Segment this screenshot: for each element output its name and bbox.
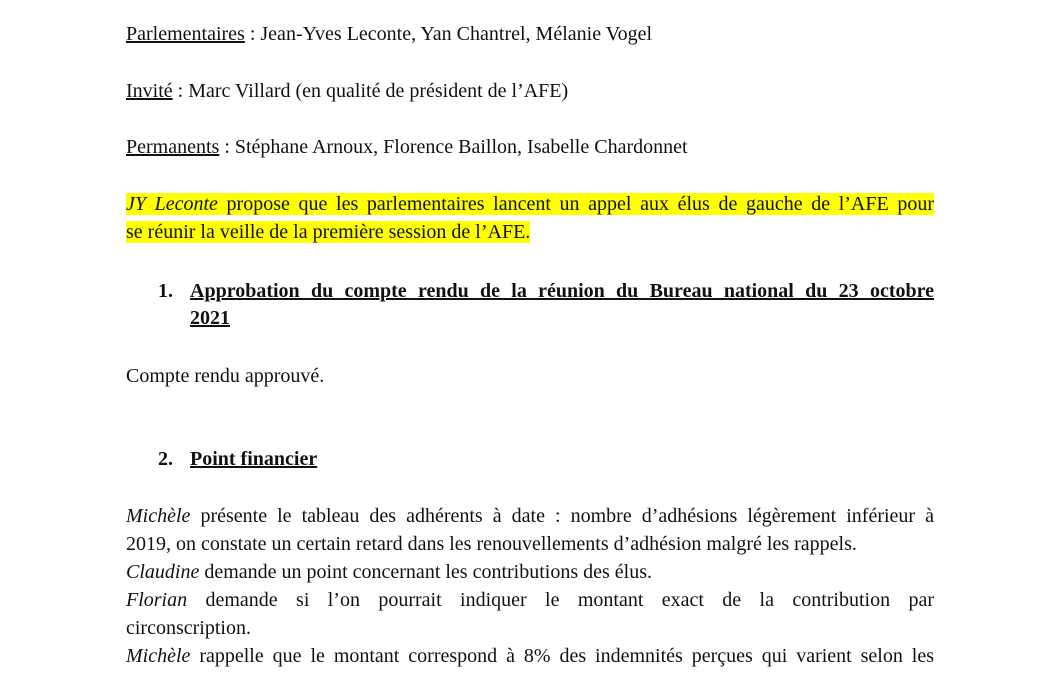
- section1-number: 1.: [158, 280, 173, 302]
- section2-p4-line-1: Michèle rappelle que le montant correspond à 8% des indemnités perçues qui varient selon les: [126, 645, 934, 667]
- section1-body: Compte rendu approuvé.: [126, 365, 325, 387]
- p2-speaker: Claudine: [126, 561, 200, 583]
- proposal-line1-text: propose que les parlementaires lancent un appel aux élus de gauche de l’AFE pour: [217, 193, 934, 215]
- proposal-line2-text: se réunir la veille de la première session de l’AFE.: [126, 221, 531, 243]
- section2-p1-line-1: Michèle présente le tableau des adhérents à date : nombre d’adhésions légèrement inférieur à: [126, 505, 934, 527]
- section2-number: 2.: [158, 448, 173, 470]
- invite-value: : Marc Villard (en qualité de président de l’AFE): [172, 80, 569, 102]
- section1-title-line-1: Approbation du compte rendu de la réunion du Bureau national du 23 octobre: [190, 280, 934, 302]
- p4-speaker: Michèle: [126, 645, 191, 667]
- section2-p3-line-2: circonscription.: [126, 617, 251, 639]
- invite-line: [126, 77, 568, 105]
- permanents-value: : Stéphane Arnoux, Florence Baillon, Isabelle Chardonnet: [219, 136, 688, 158]
- proposal-speaker: JY Leconte: [126, 193, 218, 215]
- section2-title: Point financier: [190, 448, 318, 470]
- permanents-line: [126, 133, 688, 161]
- p1-speaker: Michèle: [126, 505, 191, 527]
- permanents-label: Permanents: [126, 136, 220, 158]
- section2-heading: [158, 445, 317, 473]
- proposal-line-1: [126, 190, 934, 218]
- section2-p2: Claudine demande un point concernant les contributions des élus.: [126, 561, 653, 583]
- section2-p1-line-2: 2019, on constate un certain retard dans les renouvellements d’adhésion malgré les rappels.: [126, 533, 857, 555]
- p3-speaker: Florian: [126, 589, 188, 611]
- proposal-line-2: [126, 218, 530, 246]
- section1-title-line-2: 2021: [190, 307, 230, 329]
- parlementaires-label: Parlementaires: [126, 23, 245, 45]
- parlementaires-value: : Jean-Yves Leconte, Yan Chantrel, Mélanie Vogel: [244, 23, 653, 45]
- parlementaires-line: [126, 20, 652, 48]
- section2-p3-line-1: Florian demande si l’on pourrait indiquer le montant exact de la contribution par: [126, 589, 934, 611]
- invite-label: Invité: [126, 80, 173, 102]
